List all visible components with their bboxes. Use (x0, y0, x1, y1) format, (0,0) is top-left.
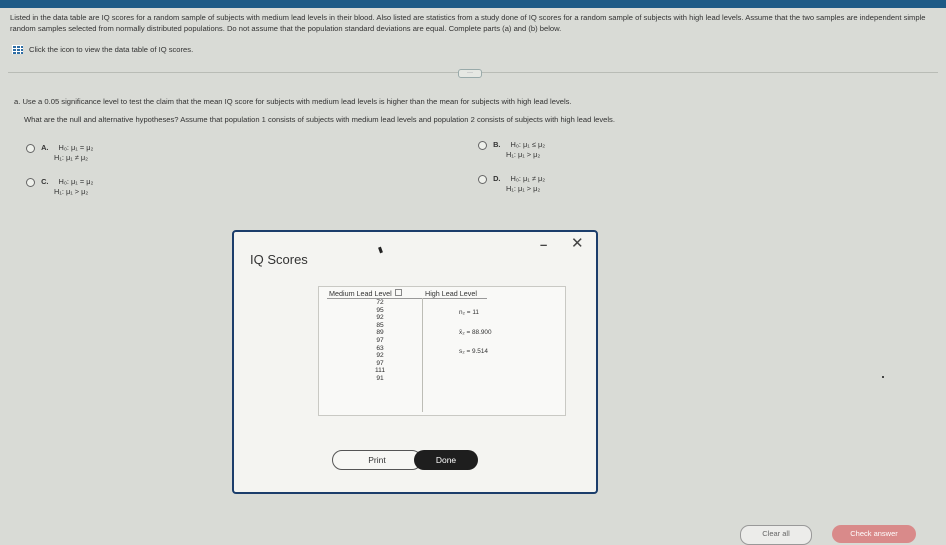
part-a-question: a. Use a 0.05 significance level to test the claim that the mean IQ score for subjects with medium lead levels is higher than the mean for subjects with high lead levels. (14, 97, 572, 106)
high-lead-sd: s₂ = 9.514 (459, 348, 488, 355)
iq-data-table (318, 286, 566, 416)
column-header-medium (329, 289, 402, 298)
mouse-cursor (378, 247, 383, 254)
check-answer-button[interactable]: Check answer (832, 525, 916, 543)
value-cell: 91 (376, 374, 384, 382)
value-cell: 92 (376, 352, 384, 360)
part-a-prompt: What are the null and alternative hypotheses? Assume that population 1 consists of subjects with medium lead levels and population 2 consists of subjects with high lead levels. (24, 115, 615, 124)
value-cell: 63 (376, 344, 384, 352)
data-table-link[interactable] (12, 45, 193, 54)
option-a[interactable] (26, 143, 93, 163)
table-icon[interactable] (12, 45, 23, 54)
done-button[interactable]: Done (414, 450, 478, 470)
iq-scores-dialog (232, 230, 598, 494)
alternative-hypothesis: H₁: μ₁ > μ₂ (54, 187, 89, 196)
radio-button[interactable] (26, 178, 35, 187)
divider-handle[interactable]: ··· (458, 69, 482, 78)
copy-icon[interactable] (395, 289, 402, 296)
radio-button[interactable] (478, 141, 487, 150)
medium-lead-values (369, 299, 391, 383)
radio-button[interactable] (478, 175, 487, 184)
value-cell: 97 (376, 359, 384, 367)
alternative-hypothesis: H₁: μ₁ > μ₂ (506, 150, 541, 159)
value-cell: 92 (376, 314, 384, 322)
close-icon[interactable]: ✕ (571, 235, 584, 252)
option-b[interactable] (478, 140, 545, 160)
value-cell: 72 (376, 299, 384, 306)
clear-all-button[interactable]: Clear all (740, 525, 812, 545)
option-letter: B. (493, 140, 501, 149)
value-cell: 95 (376, 306, 384, 314)
high-lead-n: n₂ = 11 (459, 309, 479, 316)
alternative-hypothesis: H₁: μ₁ ≠ μ₂ (54, 153, 88, 162)
option-d[interactable] (478, 174, 545, 194)
value-cell: 85 (376, 321, 384, 329)
option-letter: C. (41, 177, 49, 186)
option-c[interactable] (26, 177, 93, 197)
problem-intro: Listed in the data table are IQ scores for a random sample of subjects with medium lead levels in their blood. Also listed are statistics from a study done of IQ scores for a random sample of subjects with high lead levels. Assume that the two samples are independent simple random samples selected from normally distributed populations. Do not assume that the population standard deviations are equal. Complete parts (a) and (b) below. (10, 13, 926, 33)
null-hypothesis: H₀: μ₁ ≤ μ₂ (510, 140, 546, 149)
column-header-high: High Lead Level (425, 289, 477, 298)
print-button[interactable]: Print (332, 450, 422, 470)
value-cell: 111 (374, 367, 386, 375)
value-cell: 97 (376, 336, 384, 344)
alternative-hypothesis: H₁: μ₁ > μ₂ (506, 184, 541, 193)
header-underline (327, 298, 487, 299)
option-letter: D. (493, 174, 501, 183)
null-hypothesis: H₀: μ₁ = μ₂ (58, 143, 94, 152)
value-cell: 89 (376, 329, 384, 337)
high-lead-mean: x̄₂ = 88.900 (459, 329, 492, 336)
column-header-medium-text: Medium Lead Level (329, 289, 392, 298)
dialog-title: IQ Scores (250, 252, 308, 267)
null-hypothesis: H₀: μ₁ = μ₂ (58, 177, 94, 186)
minimize-button[interactable]: – (540, 237, 548, 252)
stray-mark (882, 376, 884, 378)
data-table-link-text: Click the icon to view the data table of IQ scores. (29, 45, 194, 54)
null-hypothesis: H₀: μ₁ ≠ μ₂ (510, 174, 546, 183)
option-letter: A. (41, 143, 49, 152)
column-divider (422, 298, 423, 412)
top-bar (0, 0, 946, 8)
radio-button[interactable] (26, 144, 35, 153)
